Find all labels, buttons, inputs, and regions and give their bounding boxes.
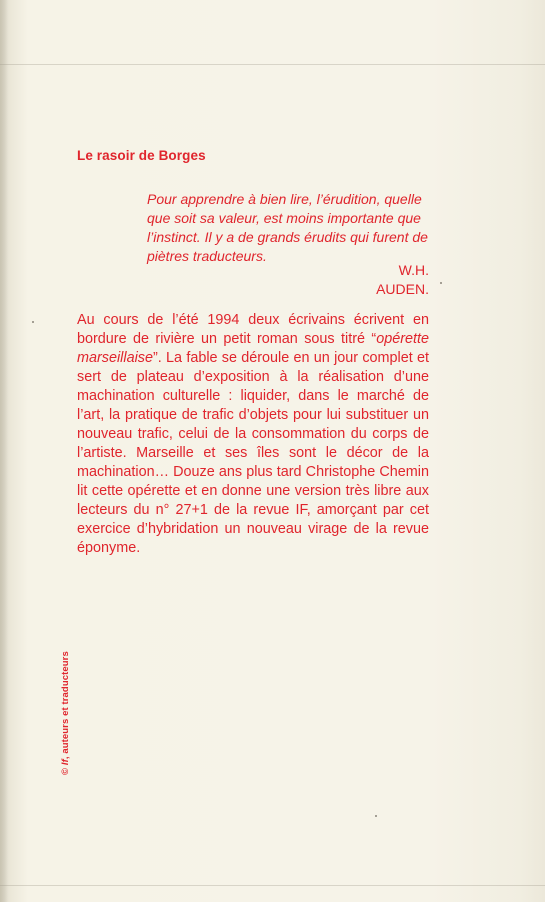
- epigraph-quote: Pour apprendre à bien lire, l’érudition, quelle que soit sa valeur, est moins importante que l’instinct. Il y a de grands érudits qui furent de piètres traducteurs.: [147, 191, 428, 264]
- body-text-italic: opérette marseillaise: [77, 331, 429, 366]
- spine-shadow: [0, 0, 8, 902]
- section-title: Le rasoir de Borges: [77, 148, 206, 163]
- paper-speck: [375, 815, 377, 817]
- fold-line: [0, 64, 545, 65]
- fold-line: [0, 885, 545, 886]
- copyright-rest: , auteurs et traducteurs: [60, 651, 71, 760]
- copyright-symbol: ©: [60, 765, 71, 775]
- epigraph-author: W.H. AUDEN.: [376, 262, 429, 297]
- copyright-notice: [60, 651, 71, 775]
- body-paragraph: [77, 311, 429, 558]
- body-text-part1: Au cours de l’été 1994 deux écrivains écrivent en bordure de rivière un petit roman sous titré “: [77, 312, 429, 347]
- body-text-part2: ”. La fable se déroule en un jour complet et sert de plateau d’exposition à la réalisation d’une machination culturelle : liquider, dans le marché de l’art, la pratique de trafic d’objets pour lui substituer un nouveau trafic, celui de la consommation du corps de l’artiste. Marseille et ses îles sont le décor de la machination… Douze ans plus tard Christophe Chemin lit cette opérette et en donne une version très libre aux lecteurs du n° 27+1 de la revue IF, amorçant par cet exercice d’hybridation un nouveau virage de la revue éponyme.: [77, 350, 429, 556]
- copyright-italic: If: [60, 759, 71, 766]
- paper-speck: [32, 321, 34, 323]
- paper-speck: [440, 282, 442, 284]
